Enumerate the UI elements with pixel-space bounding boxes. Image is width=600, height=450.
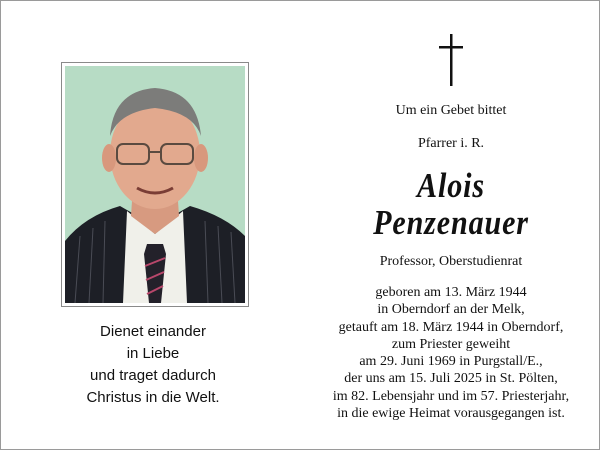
prayer-request: Um ein Gebet bittet [395,103,507,118]
portrait-frame [61,62,249,307]
portrait-photo [65,66,245,303]
portrait-image [65,66,245,303]
verse-line: Dienet einander [100,323,206,340]
first-name: Alois [417,166,485,205]
deceased-name [322,167,580,241]
bio-line: getauft am 18. März 1944 in Oberndorf, [338,319,564,335]
last-name: Penzenauer [373,203,529,242]
verse-line: in Liebe [126,345,180,362]
bio-line: in die ewige Heimat vorausgegangen ist. [337,406,565,422]
biography [301,284,600,422]
bio-line: am 29. Juni 1969 in Purgstall/E., [359,354,543,370]
verse-line: und traget dadurch [90,367,216,384]
profession: Professor, Oberstudienrat [379,254,523,269]
bio-line: der uns am 15. Juli 2025 in St. Pölten, [344,371,558,387]
scripture-verse [61,321,245,409]
clerical-title: Pfarrer i. R. [417,136,485,151]
verse-line: Christus in die Welt. [86,389,220,406]
cross-icon [435,34,467,86]
bio-line: in Oberndorf an der Melk, [377,302,525,318]
bio-line: zum Priester geweiht [391,336,511,352]
bio-line: im 82. Lebensjahr und im 57. Priesterjahr, [332,388,570,404]
bio-line: geboren am 13. März 1944 [375,285,527,300]
